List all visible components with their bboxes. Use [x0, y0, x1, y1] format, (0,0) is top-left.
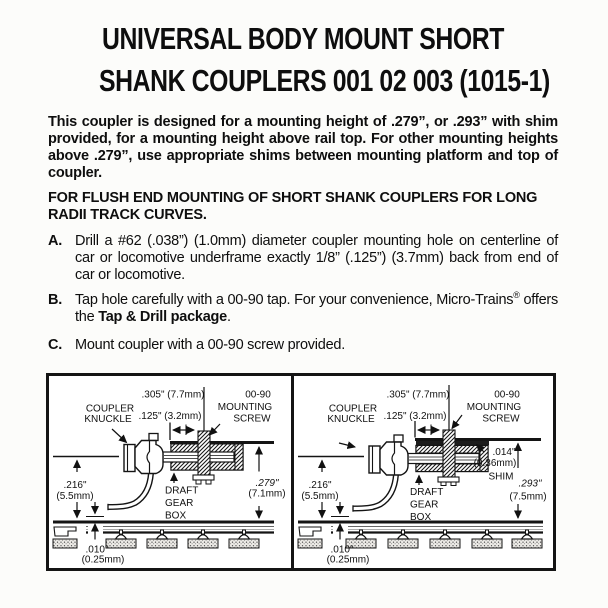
- step-b-text: [75, 292, 558, 326]
- step-a: [48, 233, 558, 284]
- trip-pin: [353, 475, 396, 509]
- step-b: [48, 292, 558, 326]
- dim-305-label: .305" (7.7mm): [386, 389, 450, 401]
- shim-dim-label: .014": [492, 447, 516, 458]
- coupler-knuckle-label-1: COUPLER: [85, 403, 135, 415]
- title-line-2: SHANK COUPLERS 001 02 003 (1015-1): [99, 63, 550, 98]
- draft-gear-box-label-2: GEAR: [165, 498, 194, 509]
- mounting-screw-label-3: SCREW: [233, 413, 271, 425]
- dim-279-mm-label: (7.1mm): [248, 488, 286, 500]
- dim-216-label: .216": [63, 480, 87, 491]
- diagram-labels: [301, 390, 546, 566]
- subheading: FOR FLUSH END MOUNTING OF SHORT SHANK COUPLERS FOR LONG RADII TRACK CURVES.: [48, 190, 538, 223]
- knuckle-pointer-arrow: [112, 429, 127, 443]
- step-c-letter: C.: [48, 337, 62, 353]
- dim-293-mm-label: (7.5mm): [509, 491, 547, 503]
- step-c: [48, 337, 558, 354]
- mounting-screw-label-3: SCREW: [482, 413, 520, 425]
- dim-010-label: .010": [330, 544, 354, 556]
- dim-010-label: .010": [85, 544, 109, 556]
- intro-paragraph: This coupler is designed for a mounting height of .279”, or .293” with shim provided, for a mounting height above rail top. For other mounting heights above .279”, use appropriate shims between mounting platform and top of coupler.: [48, 114, 558, 181]
- dim-216-mm-label: (5.5mm): [56, 491, 94, 502]
- rail-joint: [299, 527, 321, 536]
- knuckle-pointer-arrow: [339, 443, 355, 447]
- mounting-screw-label-1: 00-90: [245, 389, 271, 401]
- draft-gear-box-label-3: BOX: [410, 512, 432, 523]
- coupler-lug: [149, 434, 158, 441]
- step-b-letter: B.: [48, 292, 62, 308]
- coupler-knuckle-label-2: KNUCKLE: [84, 414, 132, 425]
- dim-010-mm-label: (0.25mm): [326, 554, 370, 566]
- coupler-lug: [394, 435, 403, 442]
- dim-125-label: .125" (3.2mm): [383, 411, 447, 422]
- draft-gear-box-label-2: GEAR: [410, 499, 439, 511]
- title-line-1: UNIVERSAL BODY MOUNT SHORT: [101, 21, 505, 56]
- coupler-knuckle-label-1: COUPLER: [328, 403, 378, 415]
- dim-010-mm-label: (0.25mm): [81, 554, 125, 566]
- trip-pin: [108, 473, 151, 507]
- mounting-diagrams: [46, 373, 556, 571]
- mounting-screw-label-1: 00-90: [494, 389, 520, 401]
- diagram-left-no-shim: [49, 376, 291, 568]
- step-b-part2: offers the: [75, 292, 558, 325]
- step-c-text: Mount coupler with a 00-90 screw provided.: [75, 337, 345, 353]
- dim-125-label: .125" (3.2mm): [138, 411, 202, 422]
- step-b-part3: .: [226, 309, 231, 325]
- draft-gear-box-label-1: DRAFT: [165, 485, 199, 497]
- instruction-steps: [48, 233, 558, 354]
- step-b-bold: Tap & Drill package: [98, 309, 227, 325]
- page-title: [48, 18, 558, 102]
- shim-label: SHIM: [488, 471, 514, 483]
- step-a-letter: A.: [48, 233, 62, 249]
- screw-pointer-arrow: [210, 424, 221, 435]
- shim-mm-label: (0.36mm): [473, 458, 517, 469]
- step-a-text: Drill a #62 (.038”) (1.0mm) diameter coupler mounting hole on centerline of car or locomotive underframe exactly 1/8” (.125”) (3.7mm) back from end of car or locomotive.: [75, 233, 558, 283]
- diagram-right-with-shim: [294, 376, 553, 568]
- dim-293-label: .293": [518, 478, 542, 490]
- dim-216-mm-label: (5.5mm): [301, 491, 339, 502]
- registered-trademark: ®: [513, 290, 520, 301]
- mounting-screw-label-2: MOUNTING: [217, 402, 273, 413]
- dim-279-label: .279": [255, 478, 279, 489]
- draft-gear-box-label-3: BOX: [165, 510, 187, 522]
- draft-gear-box-label-1: DRAFT: [410, 487, 444, 498]
- rail-joint: [54, 527, 76, 536]
- mounting-screw-label-2: MOUNTING: [466, 402, 522, 413]
- dim-305-label: .305" (7.7mm): [141, 389, 205, 401]
- step-b-part1: Tap hole carefully with a 00-90 tap. For your convenience, Micro-Trains: [75, 292, 514, 308]
- coupler-knuckle-label-2: KNUCKLE: [327, 414, 375, 425]
- dim-216-label: .216": [308, 480, 332, 491]
- screw-pointer-arrow: [452, 415, 462, 429]
